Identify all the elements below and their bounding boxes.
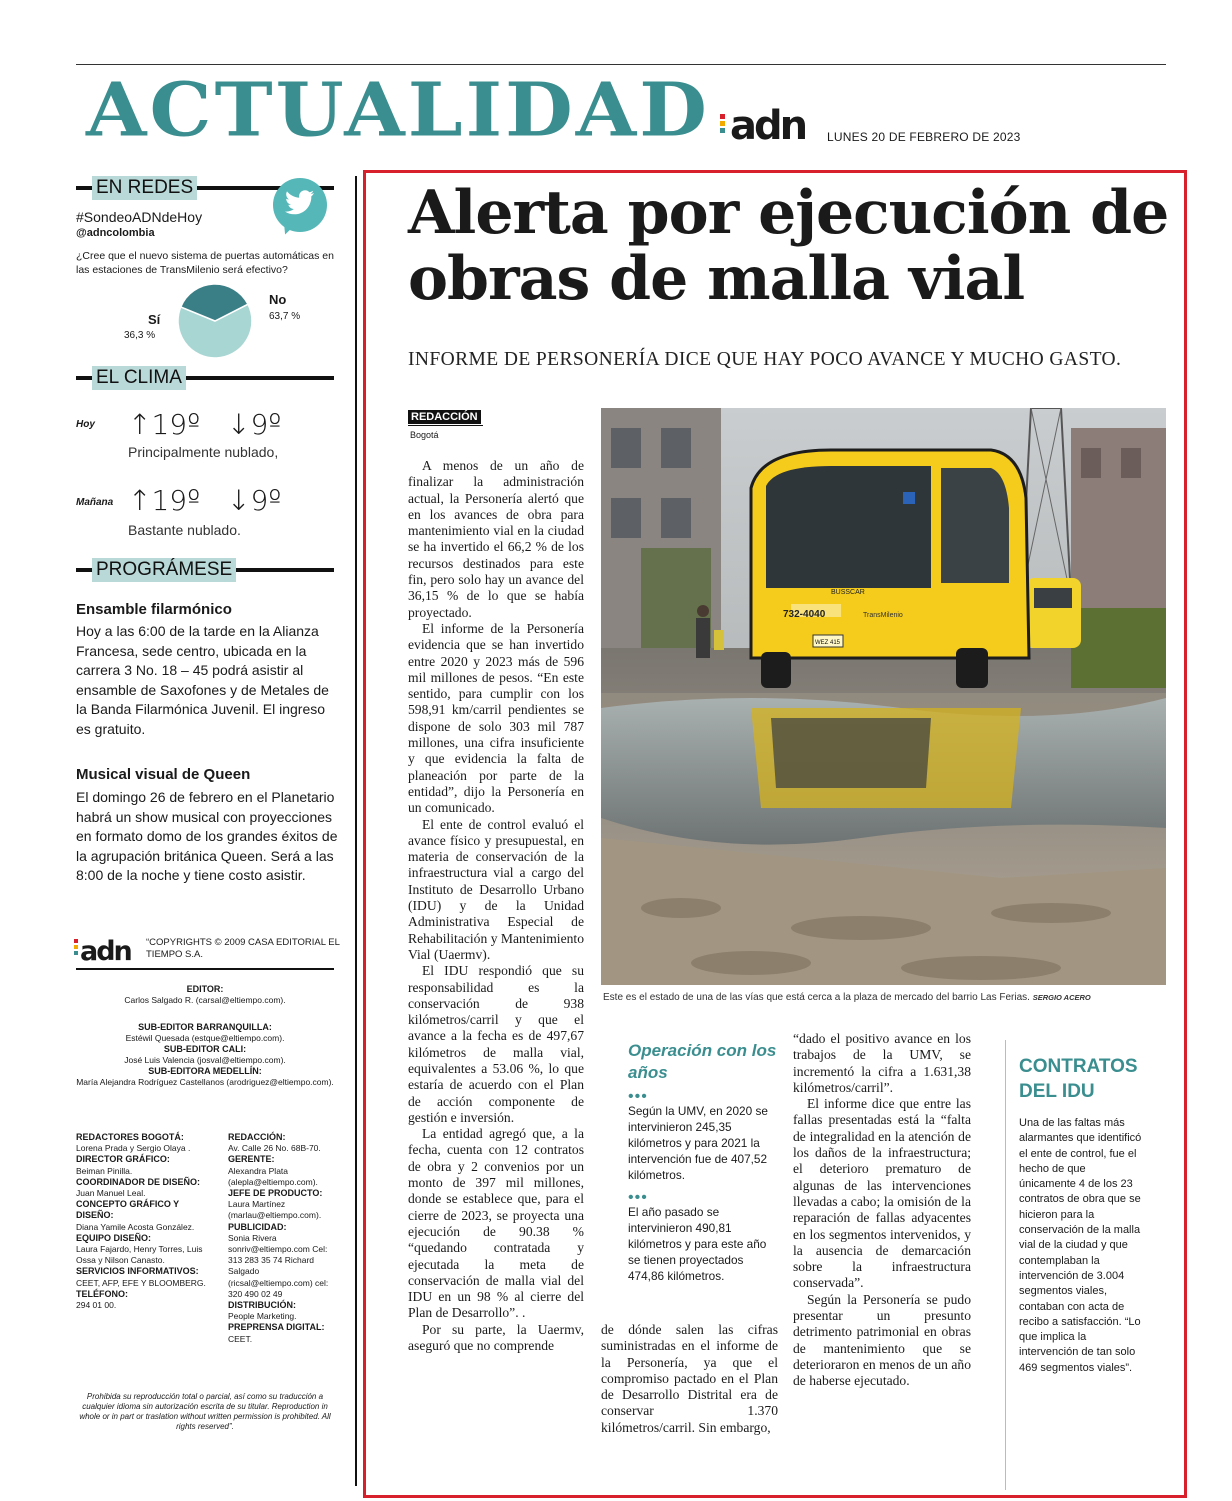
staff-left-column xyxy=(76,1132,216,1311)
adn-logo-bars xyxy=(720,114,725,142)
weather-today-high: ↑19º xyxy=(128,408,201,441)
staff-role: PREPRENSA DIGITAL: xyxy=(228,1322,325,1333)
staff-name: Av. Calle 26 No. 68B-70. xyxy=(228,1143,321,1154)
article-column-1 xyxy=(408,458,584,1354)
staff-name: CEET. xyxy=(228,1333,253,1344)
legal-notice: Prohibida su reproducción total o parcial, así como su traducción a cualquier idioma sin autorización escrita de su titular. Reproduction in whole or in part or traslation without written permission is prohibited. All rights reserved”. xyxy=(79,1392,331,1431)
twitter-icon xyxy=(273,178,327,232)
byline: REDACCIÓN xyxy=(408,410,481,424)
weather-today-label: Hoy xyxy=(76,419,95,430)
dateline: Bogotá xyxy=(410,430,439,440)
paragraph: Por su parte, la Uaermv, aseguró que no comprende xyxy=(408,1321,584,1354)
dots-icon: ••• xyxy=(628,1189,648,1206)
small-adn-logo: adn xyxy=(80,936,131,967)
staff-role: DIRECTOR GRÁFICO: xyxy=(76,1154,170,1165)
bus-number: 732-4040 xyxy=(783,609,826,620)
paragraph: El informe de la Personería evidencia que se han invertido entre 2020 y 2023 más de 596 mil millones de pesos. “En este sentido, para cumplir con los 598,91 km/carril pendientes se dispone de solo 303 mil 787 millones, una cifra insuficiente y que evidencia la falta de planeación por parte de la entidad”, dijo la Personería en un comunicado. xyxy=(408,620,584,816)
staff-role: TELÉFONO: xyxy=(76,1288,128,1299)
staff-role: JEFE DE PRODUCTO: xyxy=(228,1188,323,1199)
staff-role: PUBLICIDAD: xyxy=(228,1221,287,1232)
paragraph: de dónde salen las cifras suministradas en el informe de la Personería, ya que el compromiso pactado en el Plan de Desarrollo Distrital era de conservar 1.370 kilómetros/carril. Sin embargo, xyxy=(601,1322,778,1435)
contratos-title: CONTRATOS DEL IDU xyxy=(1019,1056,1138,1102)
paragraph: La entidad agregó que, a la fecha, cuenta con 12 contratos de obra y 2 convenios por un monto de 397 mil millones, donde se establece que, para el cierre de 2023, se proyecta una ejecución de 90.38 % “quedando contratada y ejecutada la meta de conservación de malla vial del IDU en un 98 % al cierre del Plan de Desarrollo”. . xyxy=(408,1126,584,1321)
copyright: “COPYRIGHTS © 2009 CASA EDITORIAL EL TIEMPO S.A. xyxy=(146,937,340,960)
publication-date: LUNES 20 DE FEBRERO DE 2023 xyxy=(827,130,1021,144)
clima-label: EL CLIMA xyxy=(92,366,186,390)
staff-name: People Marketing. xyxy=(228,1311,297,1322)
article-column-2 xyxy=(601,1322,778,1436)
article-column-3 xyxy=(793,1031,971,1390)
small-logo-bars xyxy=(74,939,78,961)
event-1-body: Hoy a las 6:00 de la tarde en la Alianza Francesa, sede centro, ubicada en la carrera 3 No. 18 – 45 podrá asistir al ensamble de Saxofones y de Metales de la Banda Filarmónica Juvenil. El ingreso es gratuito. xyxy=(76,623,329,737)
programese-header xyxy=(76,560,334,580)
poll-yes-pct: 36,3 % xyxy=(124,330,156,341)
subheadline: INFORME DE PERSONERÍA DICE QUE HAY POCO AVANCE Y MUCHO GASTO. xyxy=(408,349,1122,370)
contratos-body: Una de las faltas más alarmantes que identificó el ente de control, fue el hecho de que únicamente 4 de los 23 contratos de obra que se hicieron para la conservación de la malla vial de la ciudad y que contemplaban la intervención de 3.004 segmentos viales, contaban con acta de recibo a satisfacción. “Lo que implica la intervención de tan solo 469 segmentos viales”. xyxy=(1019,1117,1142,1374)
section-title: ACTUALIDAD xyxy=(86,67,710,154)
staff-role: REDACTORES BOGOTÁ: xyxy=(76,1132,184,1142)
hashtag: #SondeoADNdeHoy xyxy=(76,209,203,225)
event-2-title: Musical visual de Queen xyxy=(76,766,251,783)
editor-credit: EDITOR: Carlos Salgado R. (carsal@eltiempo.com). xyxy=(124,984,286,1005)
staff-role: SERVICIOS INFORMATIVOS: xyxy=(76,1266,199,1277)
staff-name: Alexandra Plata (alepla@eltiempo.com). xyxy=(228,1165,318,1187)
staff-role: DISTRIBUCIÓN: xyxy=(228,1300,296,1311)
staff-name: Juan Manuel Leal. xyxy=(76,1188,146,1199)
staff-role: CONCEPTO GRÁFICO Y DISEÑO: xyxy=(76,1199,180,1221)
poll-no-pct: 63,7 % xyxy=(269,311,301,322)
sidebar-paragraph-2: El año pasado se intervinieron 490,81 kilómetros y para este año se tienen proyectados 474,86 kilómetros. xyxy=(628,1205,767,1283)
en-redes-label: EN REDES xyxy=(92,176,197,200)
box-divider xyxy=(1005,1040,1006,1490)
copyright-rule xyxy=(76,968,334,970)
staff-name: Laura Fajardo, Henry Torres, Luis Ossa y Nilson Canasto. xyxy=(76,1244,203,1266)
staff-right-column xyxy=(228,1132,338,1345)
article-photo-bus xyxy=(601,408,1166,985)
staff-role: EQUIPO DISEÑO: xyxy=(76,1232,152,1243)
photo-caption: Este es el estado de una de las vías que está cerca a la plaza de mercado del barrio Las Ferias. SERGIO ACERO xyxy=(603,992,1091,1003)
staff-name: Beiman Pinilla. xyxy=(76,1165,133,1176)
twitter-handle: @adncolombia xyxy=(76,227,155,239)
byline-rule xyxy=(408,425,483,426)
event-1-title: Ensamble filarmónico xyxy=(76,601,232,618)
staff-role: REDACCIÓN: xyxy=(228,1132,286,1142)
paragraph: A menos de un año de finalizar la administración actual, la Personería alertó que en los avances de obra para mantenimiento vial en la ciudad se ha invertido el 66,2 % de los recursos destinados para este fin, pero solo hay un avance del 36,15 % de lo que se había proyectado. xyxy=(408,458,584,620)
staff-name: CEET, AFP, EFE Y BLOOMBERG. xyxy=(76,1277,206,1288)
sidebar-title: Operación con los años xyxy=(628,1041,777,1082)
poll-question: ¿Cree que el nuevo sistema de puertas automáticas en las estaciones de TransMilenio será efectivo? xyxy=(76,250,334,276)
staff-role: COORDINADOR DE DISEÑO: xyxy=(76,1176,201,1187)
column-divider xyxy=(355,176,357,1486)
poll-yes-label: Sí xyxy=(148,312,161,327)
sidebar-paragraph-1: Según la UMV, en 2020 se intervinieron 245,35 kilómetros y para 2021 la intervención fue de 407,52 kilómetros. xyxy=(628,1104,768,1182)
top-rule xyxy=(76,64,1166,65)
bus-operator: TransMilenio xyxy=(863,612,903,619)
poll-pie-chart xyxy=(178,281,252,361)
paragraph: El ente de control evaluó el avance físico y presupuestal, en materia de conservación de la infraestructura vial a cargo del Instituto de Desarrollo Urbano (IDU) y de la Unidad Administrativa Especial de Rehabilitación y Mantenimiento Vial (Uaermv). xyxy=(408,816,584,962)
adn-logo: adn xyxy=(730,103,806,149)
staff-name: Diana Yamile Acosta González. xyxy=(76,1221,195,1232)
staff-name: Laura Martínez (marlau@eltiempo.com). xyxy=(228,1199,322,1221)
paragraph: El informe dice que entre las fallas presentadas está la “falta de integralidad en la atención de los daños de la infraestructura; el deterioro prematuro de algunas de las intervenciones llevadas a cabo; la omisión de la reparación de fallas adyacentes en los segmentos intervenidos, y la ausencia de demarcación sobre la infraestructura conservada”. xyxy=(793,1096,971,1291)
weather-tomorrow-label: Mañana xyxy=(76,497,114,508)
programese-label: PROGRÁMESE xyxy=(92,558,236,582)
paragraph: El IDU respondió que su responsabilidad es la conservación de 938 kilómetros/carril y que el avance a la fecha es de 497,67 kilómetros de malla vial, equivalentes a 53.06 %, lo que estaría de acuerdo con el Plan de acción componente de gestión e inversión. xyxy=(408,963,584,1125)
sub-editors-credit: SUB-EDITOR BARRANQUILLA: Estéwil Quesada (estque@eltiempo.com). SUB-EDITOR CALI: José Luis Valencia (josval@eltiempo.com). SUB-EDITORA MEDELLÍN: María Alejandra Rodríguez Castellanos (arodriguez@eltiempo.com). xyxy=(76,1022,334,1087)
staff-name: 294 01 00. xyxy=(76,1300,117,1311)
staff-name: Sonia Rivera sonriv@eltiempo.com Cel: 313 283 35 74 Richard Salgado (ricsal@eltiempo.com) cel: 320 490 02 49 xyxy=(228,1232,329,1299)
weather-today-low: ↓9º xyxy=(227,408,282,441)
weather-today-desc: Principalmente nublado, xyxy=(128,444,279,460)
paragraph: Según la Personería se pudo presentar un presunto detrimento patrimonial en obras de mantenimiento que se deterioraron en menos de un año de haberse ejecutado. xyxy=(793,1291,971,1389)
weather-tomorrow-low: ↓9º xyxy=(227,484,282,517)
paragraph: “dado el positivo avance en los trabajos de la UMV, se incrementó la cifra a 1.631,38 kilómetros/carril”. xyxy=(793,1031,971,1095)
event-2-body: El domingo 26 de febrero en el Planetario habrá un show musical con proyecciones en formato domo de los grandes éxitos de la agrupación británica Queen. Será a las 8:00 de la noche y tiene costo asistir. xyxy=(76,789,338,884)
staff-name: Lorena Prada y Sergio Olaya . xyxy=(76,1143,191,1154)
headline: Alerta por ejecución de obras de malla vial xyxy=(408,178,1169,314)
clima-header xyxy=(76,368,334,388)
dots-icon: ••• xyxy=(628,1088,648,1105)
photo-credit: SERGIO ACERO xyxy=(1032,993,1091,1002)
poll-no-label: No xyxy=(269,292,287,307)
weather-tomorrow-high: ↑19º xyxy=(128,484,201,517)
weather-tomorrow-desc: Bastante nublado. xyxy=(128,522,241,538)
bus-plate: WEZ 415 xyxy=(815,640,841,646)
bus-brand: BUSSCAR xyxy=(831,589,865,596)
staff-role: GERENTE: xyxy=(228,1154,275,1165)
